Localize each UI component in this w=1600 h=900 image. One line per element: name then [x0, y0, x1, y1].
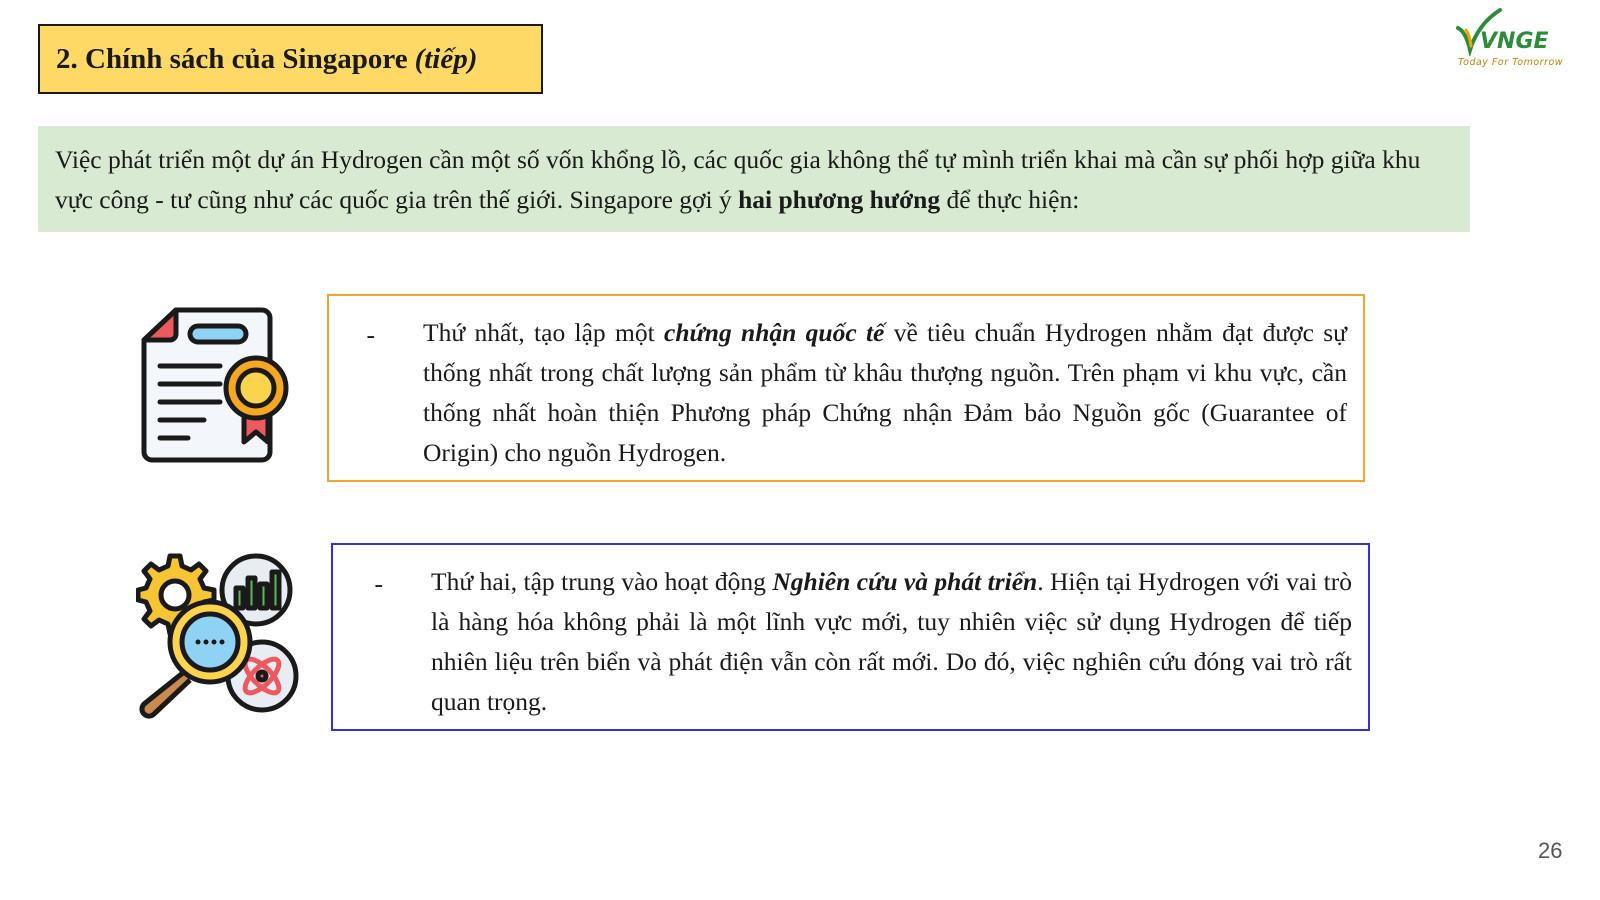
second-direction-text	[397, 545, 1368, 729]
bullet-dash: -	[366, 320, 375, 349]
first-direction-before: Thứ nhất, tạo lập một	[423, 318, 664, 347]
intro-text-before: Việc phát triển một dự án Hydrogen cần một số vốn khổng lồ, các quốc gia không thể tự mình triển khai mà cần sự phối hợp giữa khu vực công - tư cũng như các quốc gia trên thế giới. Singapore gợi ý	[55, 145, 1421, 214]
second-direction-after: . Hiện tại Hydrogen với vai trò là hàng hóa không phải là một lĩnh vực mới, tuy nhiên việc sử dụng Hydrogen để tiếp nhiên liệu trên biển và phát điện vẫn còn rất mới. Do đó, việc nghiên cứu đóng vai trò rất quan trọng.	[431, 567, 1352, 716]
logo-tagline: Today For Tomorrow	[1458, 57, 1564, 68]
vnge-logo-mark	[1456, 6, 1566, 56]
first-direction-after: về tiêu chuẩn Hydrogen nhằm đạt được sự thống nhất trong chất lượng sản phẩm từ khâu thượng nguồn. Trên phạm vi khu vực, cần thống nhất hoàn thiện Phương pháp Chứng nhận Đảm bảo Nguồn gốc (Guarantee of Origin) cho nguồn Hydrogen.	[423, 318, 1348, 467]
first-direction-card	[327, 294, 1365, 482]
slide-title	[38, 24, 543, 94]
second-direction-before: Thứ hai, tập trung vào hoạt động	[431, 567, 773, 596]
intro-paragraph	[38, 126, 1470, 232]
vnge-logo	[1448, 6, 1593, 76]
research-icon	[136, 552, 306, 722]
bullet-dash: -	[374, 569, 383, 598]
page-number: 26	[1538, 838, 1563, 863]
second-direction-emphasis: Nghiên cứu và phát triển	[772, 567, 1038, 596]
first-direction-text	[389, 296, 1363, 480]
second-direction-card	[331, 543, 1370, 731]
slide-title-main: 2. Chính sách của Singapore	[56, 42, 408, 75]
logo-brand-text: VNGE	[1480, 29, 1549, 54]
intro-text-after: để thực hiện:	[940, 185, 1080, 214]
intro-text-bold: hai phương hướng	[738, 185, 941, 214]
certificate-icon	[138, 304, 308, 474]
first-direction-emphasis: chứng nhận quốc tế	[664, 318, 885, 347]
slide-title-italic: (tiếp)	[414, 42, 478, 75]
